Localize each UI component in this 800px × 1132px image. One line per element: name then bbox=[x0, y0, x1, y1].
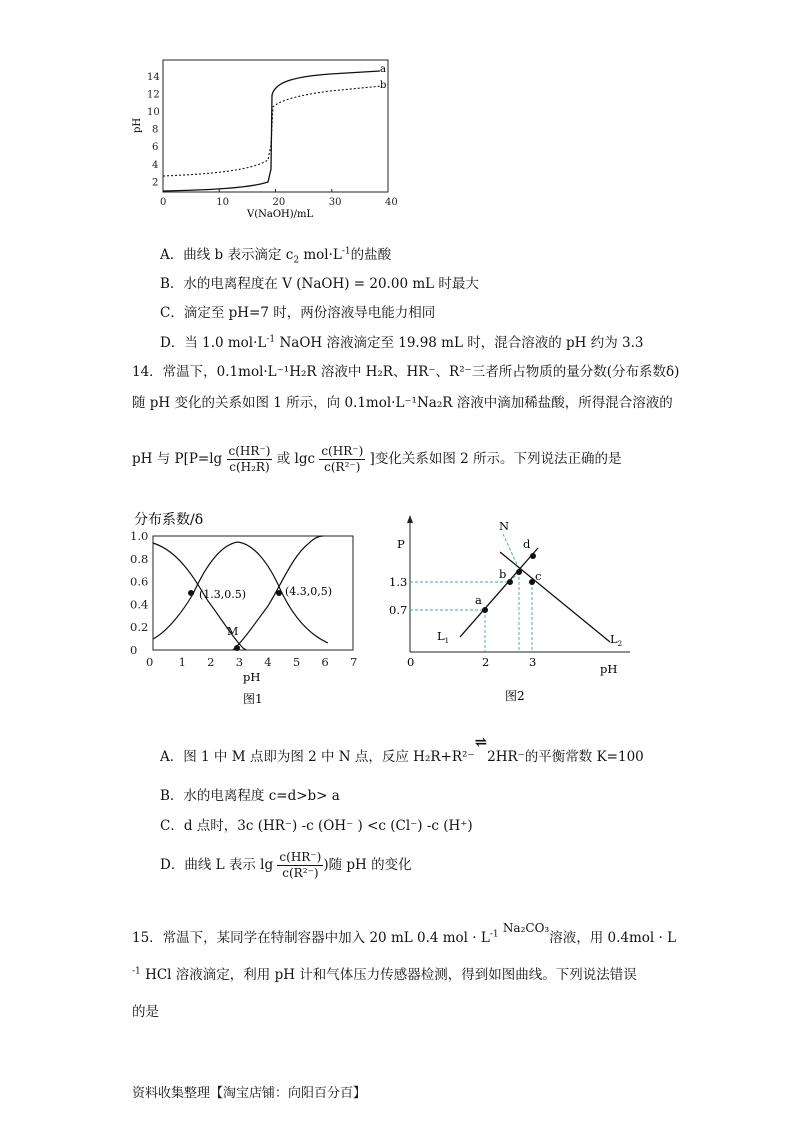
q14-fraction-1 bbox=[227, 444, 273, 475]
q14-option-a-text: A．图 1 中 M 点即为图 2 中 N 点，反应 H₂R+R²⁻ bbox=[160, 749, 475, 765]
fig1-xtick: 1 bbox=[178, 655, 186, 669]
fig1-ylabel: 分布系数/δ bbox=[134, 512, 204, 528]
q13-option-a-sup: -1 bbox=[341, 246, 351, 257]
fig1-ytick: 1.0 bbox=[130, 529, 149, 543]
fig2-tick-13: 1.3 bbox=[389, 575, 408, 589]
fig1-xtick: 7 bbox=[350, 655, 358, 669]
fig1-caption: 图1 bbox=[243, 692, 263, 706]
fig2-label-a: a bbox=[475, 593, 482, 607]
fig2-point-b bbox=[507, 579, 513, 585]
curve-b-label: b bbox=[380, 80, 387, 91]
q15-line1-chem: Na₂CO₃ bbox=[502, 921, 550, 935]
titration-plot-frame bbox=[163, 60, 388, 192]
fig1-xtick: 4 bbox=[264, 655, 272, 669]
fig2-xlabel: pH bbox=[600, 662, 618, 676]
q14-option-c: C．d 点时，3c (HR⁻) -c (OH⁻ ) <c (Cl⁻) -c (H⁺) bbox=[160, 818, 473, 834]
fig2-label-l2: $L_2$ bbox=[610, 632, 623, 648]
q14-option-a bbox=[160, 733, 644, 765]
fig1-xtick: 0 bbox=[146, 655, 154, 669]
fig2-point-a bbox=[482, 607, 488, 613]
q14-option-d-fraction bbox=[277, 850, 323, 881]
q14-line3-b: 或 lgc bbox=[276, 451, 316, 467]
fig2-label-c: c bbox=[535, 569, 542, 583]
fig1-xtick: 5 bbox=[292, 655, 301, 669]
titration-xtick: 0 bbox=[160, 197, 167, 208]
fig2-label-n: N bbox=[499, 519, 510, 533]
fig1-ytick: 0.2 bbox=[130, 620, 149, 635]
q13-option-a-rest: mol·L bbox=[299, 247, 342, 263]
fig1-xlabel: pH bbox=[243, 670, 261, 684]
q14-fraction-2 bbox=[319, 444, 365, 475]
q13-option-d-text: D．当 1.0 mol·L bbox=[160, 335, 267, 351]
q14-option-d bbox=[160, 850, 412, 881]
fig1-point-1 bbox=[188, 590, 194, 596]
q14-option-a-arrow: ⇌ bbox=[474, 733, 488, 751]
fig1-ytick: 0 bbox=[130, 643, 138, 657]
q15-line-1 bbox=[132, 921, 677, 946]
fig1-xtick: 6 bbox=[321, 655, 329, 669]
q14-frac1-den: c(H₂R) bbox=[229, 460, 270, 474]
q14-line-2: 随 pH 变化的关系如图 1 所示，向 0.1mol·L⁻¹Na₂R 溶液中滴加稀盐酸，所得混合溶液的 bbox=[132, 395, 673, 411]
q14-optd-num: c(HR⁻) bbox=[279, 850, 322, 864]
fig1-xtick: 3 bbox=[235, 655, 244, 669]
q13-option-d-sup: -1 bbox=[266, 334, 276, 345]
q13-option-c: C．滴定至 pH=7 时，两份溶液导电能力相同 bbox=[160, 305, 436, 321]
titration-ytick: 8 bbox=[152, 124, 159, 136]
q14-option-b: B．水的电离程度 c=d>b> a bbox=[160, 788, 340, 804]
fig1-label-p2: (4.3,0,5) bbox=[285, 585, 333, 598]
figure-1 bbox=[128, 506, 378, 706]
fig2-y-arrow bbox=[407, 515, 413, 523]
figure-2 bbox=[385, 512, 645, 707]
titration-xtick: 10 bbox=[216, 197, 229, 208]
titration-chart bbox=[130, 55, 400, 220]
q13-option-d-rest: NaOH 溶液滴定至 19.98 mL 时，混合溶液的 pH 约为 3.3 bbox=[275, 335, 644, 351]
titration-xlabel: V(NaOH)/mL bbox=[247, 209, 314, 220]
q13-option-d bbox=[160, 331, 644, 351]
fig1-label-p1: (1.3,0.5) bbox=[199, 588, 247, 601]
q14-option-d-rest: )随 pH 的变化 bbox=[323, 857, 412, 873]
q14-frac1-num: c(HR⁻) bbox=[228, 444, 271, 458]
titration-ytick: 4 bbox=[152, 159, 159, 171]
q15-line1-text: 15．常温下，某同学在特制容器中加入 20 mL 0.4 mol · L bbox=[132, 930, 490, 946]
fig2-caption: 图2 bbox=[505, 689, 525, 703]
fig2-point-d bbox=[530, 553, 536, 559]
fig1-ytick: 0.4 bbox=[130, 597, 149, 612]
fig2-tick-2: 2 bbox=[482, 655, 490, 669]
fig2-line-l1 bbox=[460, 548, 538, 637]
q13-option-a-text: A．曲线 b 表示滴定 c bbox=[160, 247, 294, 263]
q14-optd-den: c(R²⁻) bbox=[282, 866, 319, 880]
q13-option-a-sub: 2 bbox=[293, 255, 300, 266]
fig2-label-l1: $L_1$ bbox=[437, 629, 450, 645]
titration-xtick: 30 bbox=[328, 197, 342, 208]
titration-ytick: 14 bbox=[147, 71, 160, 83]
titration-ylabel: pH bbox=[132, 117, 143, 133]
q14-line3-a: pH 与 P[P=lg bbox=[132, 451, 223, 467]
q15-line-3: 的是 bbox=[132, 1004, 159, 1020]
fig2-tick-0: 0 bbox=[407, 655, 415, 669]
q14-line-1: 14．常温下，0.1mol·L⁻¹H₂R 溶液中 H₂R、HR⁻、R²⁻三者所占物质的量分数(分布系数δ) bbox=[132, 364, 680, 380]
titration-ytick: 10 bbox=[147, 107, 160, 118]
page-footer: 资料收集整理【淘宝店铺：向阳百分百】 bbox=[132, 1086, 367, 1101]
titration-ytick: 12 bbox=[147, 89, 160, 101]
q14-line3-c: ]变化关系如图 2 所示。下列说法正确的是 bbox=[369, 451, 622, 467]
fig1-xtick: 2 bbox=[207, 655, 215, 669]
q15-line1-sup: -1 bbox=[489, 929, 499, 940]
fig1-label-m: M bbox=[227, 625, 239, 638]
q15-line-2 bbox=[132, 963, 637, 983]
titration-ytick: 6 bbox=[152, 142, 159, 154]
fig1-point-2 bbox=[276, 590, 282, 596]
fig2-point-n bbox=[516, 569, 522, 575]
q15-line1-end: 溶液，用 0.4mol · L bbox=[549, 930, 677, 946]
titration-xtick: 20 bbox=[272, 197, 286, 208]
fig2-line-l2 bbox=[500, 552, 610, 642]
titration-xtick: 40 bbox=[385, 197, 398, 208]
q13-option-a bbox=[160, 243, 391, 266]
fig2-ylabel: P bbox=[397, 537, 405, 551]
curve-a-label: a bbox=[380, 64, 386, 75]
q14-option-a-rest: 2HR⁻的平衡常数 K=100 bbox=[487, 749, 644, 765]
fig2-label-b: b bbox=[499, 567, 507, 581]
titration-ytick: 2 bbox=[152, 177, 159, 189]
q14-option-d-text: D．曲线 L 表示 lg bbox=[160, 857, 274, 873]
fig2-label-d: d bbox=[523, 537, 531, 551]
q13-option-b: B．水的电离程度在 V (NaOH) = 20.00 mL 时最大 bbox=[160, 276, 479, 292]
fig1-ytick: 0.6 bbox=[130, 574, 149, 589]
q15-line2-text: HCl 溶液滴定，利用 pH 计和气体压力传感器检测，得到如图曲线。下列说法错误 bbox=[140, 967, 637, 983]
q14-frac2-den: c(R²⁻) bbox=[324, 460, 361, 474]
fig2-tick-3: 3 bbox=[529, 655, 537, 669]
q15-line2-sup: -1 bbox=[132, 966, 141, 977]
q14-frac2-num: c(HR⁻) bbox=[321, 444, 364, 458]
q14-line-3 bbox=[132, 444, 622, 475]
fig1-point-m bbox=[234, 645, 240, 651]
q13-option-a-end: 的盐酸 bbox=[350, 247, 392, 263]
fig1-ytick: 0.8 bbox=[130, 551, 149, 566]
fig2-tick-07: 0.7 bbox=[389, 603, 408, 617]
